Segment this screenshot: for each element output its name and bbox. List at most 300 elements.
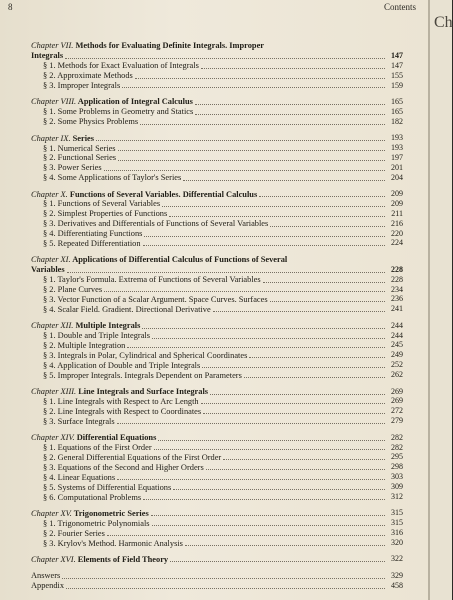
section-number: § 2. bbox=[43, 153, 56, 163]
section-number: § 4. bbox=[43, 229, 56, 239]
section-title: Computational Problems bbox=[57, 492, 142, 502]
section-number: § 1. bbox=[43, 518, 56, 528]
section-number: § 3. bbox=[43, 538, 56, 548]
dot-leader bbox=[203, 413, 385, 414]
page-ref: 211 bbox=[391, 208, 403, 218]
section-entry-text bbox=[43, 117, 138, 126]
dot-leader bbox=[202, 367, 385, 368]
section-entry[interactable] bbox=[31, 81, 403, 91]
page-ref: 193 bbox=[391, 133, 403, 143]
chapter-label: Chapter XIV. bbox=[31, 433, 75, 443]
section-title: Taylor's Formula. Extrema of Functions of Several Variables bbox=[57, 275, 261, 285]
section-number: § 3. bbox=[43, 219, 56, 229]
page-ref: 262 bbox=[391, 370, 403, 380]
section-title: Double and Triple Integrals bbox=[57, 331, 151, 341]
section-title: Repeated Differentiation bbox=[57, 239, 141, 249]
section-number: § 1. bbox=[43, 443, 56, 453]
dot-leader bbox=[195, 114, 385, 115]
chapter-heading-text bbox=[31, 190, 257, 199]
chapter-title: Trigonometric Series bbox=[73, 508, 149, 518]
toc-chapter bbox=[31, 133, 403, 182]
page-ref: 234 bbox=[391, 284, 403, 294]
section-entry-text bbox=[43, 407, 201, 416]
section-entry-text bbox=[43, 483, 171, 492]
toc-chapter bbox=[31, 321, 403, 380]
chapter-heading[interactable] bbox=[31, 133, 403, 143]
page-ref: 220 bbox=[391, 228, 403, 238]
back-matter-title: Answers bbox=[31, 571, 61, 581]
page-ref: 316 bbox=[391, 528, 403, 538]
section-title: Functional Series bbox=[57, 153, 117, 163]
section-number: § 1. bbox=[43, 331, 56, 341]
chapter-label: Chapter XII. bbox=[31, 321, 74, 331]
page-ref: 147 bbox=[391, 60, 403, 70]
chapter-title: Differential Equations bbox=[76, 433, 157, 443]
dot-leader bbox=[213, 311, 385, 312]
toc-chapter bbox=[31, 387, 403, 427]
section-title: Fourier Series bbox=[57, 528, 105, 538]
table-of-contents bbox=[31, 41, 403, 591]
section-number: § 2. bbox=[43, 341, 56, 351]
toc-chapter bbox=[31, 97, 403, 127]
section-title: Some Physics Problems bbox=[57, 117, 139, 127]
section-entry-text bbox=[43, 285, 102, 294]
chapter-title: Series bbox=[72, 133, 95, 143]
section-entry[interactable] bbox=[31, 492, 403, 502]
toc-chapter bbox=[31, 189, 403, 248]
section-title: Numerical Series bbox=[57, 143, 116, 153]
page-ref: 216 bbox=[391, 218, 403, 228]
chapter-heading-text bbox=[31, 321, 140, 330]
section-entry-text bbox=[43, 351, 247, 360]
chapter-title: Application of Integral Calculus bbox=[77, 97, 193, 107]
section-number: § 3. bbox=[43, 294, 56, 304]
section-entry[interactable] bbox=[31, 397, 403, 407]
back-matter-title: Appendix bbox=[31, 581, 65, 591]
section-entry[interactable] bbox=[31, 199, 403, 209]
section-entry-text bbox=[43, 229, 142, 238]
section-entry[interactable] bbox=[31, 462, 403, 472]
page-ref: 298 bbox=[391, 462, 403, 472]
section-entry-text bbox=[43, 209, 167, 218]
page-ref: 282 bbox=[391, 432, 403, 442]
chapter-heading[interactable] bbox=[31, 97, 403, 107]
section-title: Plane Curves bbox=[57, 285, 103, 295]
section-entry[interactable] bbox=[31, 528, 403, 538]
section-title: Methods for Exact Evaluation of Integrals bbox=[57, 61, 199, 71]
dot-leader bbox=[152, 525, 385, 526]
section-entry[interactable] bbox=[31, 61, 403, 71]
dot-leader bbox=[173, 489, 385, 490]
dot-leader bbox=[244, 377, 385, 378]
back-matter-entry[interactable] bbox=[31, 571, 403, 581]
section-entry-text bbox=[43, 473, 115, 482]
chapter-label: Chapter XVI. bbox=[31, 554, 76, 564]
page-ref: 252 bbox=[391, 360, 403, 370]
section-title: Surface Integrals bbox=[57, 416, 115, 426]
section-entry-text bbox=[43, 371, 242, 380]
chapter-heading-text bbox=[31, 433, 156, 442]
section-entry[interactable] bbox=[31, 294, 403, 304]
toc-chapter bbox=[31, 554, 403, 564]
dot-leader bbox=[201, 68, 385, 69]
dot-leader bbox=[270, 226, 385, 227]
page-ref: 320 bbox=[391, 538, 403, 548]
page-ref: 147 bbox=[391, 50, 403, 60]
section-entry[interactable] bbox=[31, 304, 403, 314]
section-entry-text bbox=[43, 144, 116, 153]
dot-leader bbox=[142, 328, 385, 329]
section-entry[interactable] bbox=[31, 229, 403, 239]
dot-leader bbox=[183, 180, 385, 181]
section-title: Some Applications of Taylor's Series bbox=[57, 173, 182, 183]
section-number: § 2. bbox=[43, 285, 56, 295]
section-title: Krylov's Method. Harmonic Analysis bbox=[57, 538, 183, 548]
section-number: § 4. bbox=[43, 360, 56, 370]
chapter-heading-text bbox=[31, 387, 208, 396]
section-entry[interactable] bbox=[31, 370, 403, 380]
section-title: General Differential Equations of the First Order bbox=[57, 452, 222, 462]
section-title: Linear Equations bbox=[57, 472, 116, 482]
dot-leader bbox=[144, 236, 385, 237]
page-ref: 269 bbox=[391, 386, 403, 396]
section-number: § 4. bbox=[43, 472, 56, 482]
section-entry-text bbox=[43, 417, 115, 426]
page-ref: 209 bbox=[391, 189, 403, 199]
section-entry[interactable] bbox=[31, 209, 403, 219]
chapter-title: Multiple Integrals bbox=[75, 321, 141, 331]
section-entry[interactable] bbox=[31, 153, 403, 163]
dot-leader bbox=[185, 545, 385, 546]
section-entry[interactable] bbox=[31, 285, 403, 295]
section-entry-text bbox=[43, 539, 183, 548]
section-entry-text bbox=[43, 529, 105, 538]
section-entry-text bbox=[43, 81, 120, 90]
section-entry[interactable] bbox=[31, 350, 403, 360]
dot-leader bbox=[117, 423, 385, 424]
section-entry[interactable] bbox=[31, 443, 403, 453]
dot-leader bbox=[65, 58, 385, 59]
section-entry-text bbox=[43, 239, 141, 248]
page-ref: 315 bbox=[391, 508, 403, 518]
section-entry[interactable] bbox=[31, 406, 403, 416]
page-ref: 322 bbox=[391, 554, 403, 564]
dot-leader bbox=[206, 469, 385, 470]
page-ref: 155 bbox=[391, 70, 403, 80]
section-entry-text bbox=[43, 397, 199, 406]
section-number: § 3. bbox=[43, 81, 56, 91]
page-header bbox=[8, 2, 416, 18]
dot-leader bbox=[67, 272, 385, 273]
dot-leader bbox=[135, 78, 385, 79]
section-entry-text bbox=[43, 295, 268, 304]
toc-chapter bbox=[31, 41, 403, 90]
page-ref: 228 bbox=[391, 264, 403, 274]
section-entry[interactable] bbox=[31, 163, 403, 173]
dot-leader bbox=[66, 588, 385, 589]
section-title: Some Problems in Geometry and Statics bbox=[57, 107, 194, 117]
chapter-heading-text bbox=[31, 134, 94, 143]
page-ref: 312 bbox=[391, 491, 403, 501]
dot-leader bbox=[263, 282, 385, 283]
chapter-heading[interactable] bbox=[31, 189, 403, 199]
dot-leader bbox=[169, 216, 385, 217]
section-title: Power Series bbox=[57, 163, 102, 173]
section-number: § 3. bbox=[43, 462, 56, 472]
back-matter-entry-text bbox=[31, 571, 60, 580]
section-title: Equations of the First Order bbox=[57, 443, 152, 453]
section-entry-text bbox=[43, 107, 193, 116]
section-entry-text bbox=[43, 443, 152, 452]
section-title: Derivatives and Differentials of Functions of Several Variables bbox=[57, 219, 269, 229]
section-entry-text bbox=[43, 305, 211, 314]
page-ref: 228 bbox=[391, 274, 403, 284]
section-number: § 5. bbox=[43, 239, 56, 249]
dot-leader bbox=[107, 535, 385, 536]
page-ref: 224 bbox=[391, 238, 403, 248]
dot-leader bbox=[223, 459, 385, 460]
page-ref: 197 bbox=[391, 152, 403, 162]
section-title: Multiple Integration bbox=[57, 341, 126, 351]
dot-leader bbox=[127, 347, 385, 348]
chapter-title-continued[interactable] bbox=[31, 265, 403, 275]
chapter-label: Chapter XI. bbox=[31, 254, 71, 264]
section-entry[interactable] bbox=[31, 331, 403, 341]
dot-leader bbox=[154, 449, 385, 450]
dot-leader bbox=[151, 515, 385, 516]
dot-leader bbox=[104, 170, 385, 171]
section-entry-text bbox=[43, 71, 133, 80]
section-entry[interactable] bbox=[31, 518, 403, 528]
page-number: 8 bbox=[8, 2, 13, 12]
section-title: Functions of Several Variables bbox=[57, 199, 161, 209]
chapter-heading-text bbox=[31, 97, 193, 106]
page-ref: 193 bbox=[391, 142, 403, 152]
dot-leader bbox=[259, 196, 385, 197]
chapter-label: Chapter VIII. bbox=[31, 97, 77, 107]
section-entry[interactable] bbox=[31, 482, 403, 492]
section-entry-text bbox=[43, 331, 150, 340]
section-entry[interactable] bbox=[31, 107, 403, 117]
page-ref: 458 bbox=[391, 580, 403, 590]
page-ref: 279 bbox=[391, 416, 403, 426]
section-number: § 1. bbox=[43, 275, 56, 285]
chapter-title-continued-text bbox=[31, 265, 65, 274]
chapter-label: Chapter IX. bbox=[31, 133, 71, 143]
chapter-title-line[interactable] bbox=[31, 255, 403, 265]
section-entry[interactable] bbox=[31, 117, 403, 127]
toc-chapter bbox=[31, 508, 403, 548]
section-title: Line Integrals with Respect to Coordinates bbox=[57, 406, 202, 416]
section-number: § 4. bbox=[43, 304, 56, 314]
chapter-title: Applications of Differential Calculus of Functions of Several bbox=[72, 254, 288, 264]
facing-page-text: Ch bbox=[434, 14, 453, 31]
section-entry-text bbox=[43, 199, 160, 208]
section-entry-text bbox=[43, 153, 116, 162]
page-ref: 236 bbox=[391, 294, 403, 304]
back-matter-entry[interactable] bbox=[31, 581, 403, 591]
running-title: Contents bbox=[383, 2, 416, 12]
section-number: § 3. bbox=[43, 350, 56, 360]
dot-leader bbox=[140, 124, 385, 125]
page-ref: 165 bbox=[391, 106, 403, 116]
section-entry[interactable] bbox=[31, 472, 403, 482]
section-title: Line Integrals with Respect to Arc Length bbox=[57, 396, 199, 406]
section-number: § 3. bbox=[43, 163, 56, 173]
chapter-title-line[interactable] bbox=[31, 41, 403, 51]
chapter-title-continued[interactable] bbox=[31, 51, 403, 61]
section-title: Approximate Methods bbox=[57, 71, 133, 81]
chapter-heading[interactable] bbox=[31, 321, 403, 331]
chapter-heading[interactable] bbox=[31, 387, 403, 397]
chapter-heading[interactable] bbox=[31, 433, 403, 443]
section-number: § 2. bbox=[43, 452, 56, 462]
dot-leader bbox=[143, 499, 385, 500]
section-entry[interactable] bbox=[31, 219, 403, 229]
page-ref: 201 bbox=[391, 162, 403, 172]
section-number: § 1. bbox=[43, 143, 56, 153]
section-entry-text bbox=[43, 341, 125, 350]
section-title: Simplest Properties of Functions bbox=[57, 209, 168, 219]
page-ref: 329 bbox=[391, 570, 403, 580]
section-number: § 2. bbox=[43, 209, 56, 219]
dot-leader bbox=[270, 301, 385, 302]
section-entry-text bbox=[43, 173, 181, 182]
page-ref: 244 bbox=[391, 330, 403, 340]
section-title: Differentiating Functions bbox=[57, 229, 143, 239]
section-number: § 1. bbox=[43, 61, 56, 71]
section-number: § 5. bbox=[43, 482, 56, 492]
dot-leader bbox=[152, 338, 385, 339]
section-title: Vector Function of a Scalar Argument. Space Curves. Surfaces bbox=[57, 294, 268, 304]
facing-page-edge bbox=[428, 0, 452, 600]
section-entry[interactable] bbox=[31, 341, 403, 351]
chapter-title-continued-text bbox=[31, 51, 63, 60]
page-ref: 182 bbox=[391, 116, 403, 126]
page-ref: 309 bbox=[391, 482, 403, 492]
dot-leader bbox=[210, 394, 385, 395]
section-number: § 3. bbox=[43, 416, 56, 426]
section-entry-text bbox=[43, 219, 268, 228]
section-entry[interactable] bbox=[31, 416, 403, 426]
page-ref: 282 bbox=[391, 442, 403, 452]
toc-chapter bbox=[31, 433, 403, 502]
page-ref: 165 bbox=[391, 96, 403, 106]
section-number: § 2. bbox=[43, 117, 56, 127]
toc-chapter bbox=[31, 255, 403, 314]
page-ref: 249 bbox=[391, 350, 403, 360]
section-number: § 1. bbox=[43, 396, 56, 406]
chapter-title: Line Integrals and Surface Integrals bbox=[78, 387, 209, 397]
back-matter-entry-text bbox=[31, 581, 64, 590]
section-title: Integrals in Polar, Cylindrical and Spherical Coordinates bbox=[57, 350, 248, 360]
chapter-label: Chapter X. bbox=[31, 189, 68, 199]
dot-leader bbox=[170, 561, 385, 562]
dot-leader bbox=[117, 479, 385, 480]
section-entry-text bbox=[43, 493, 141, 502]
section-number: § 6. bbox=[43, 492, 56, 502]
page-ref: 295 bbox=[391, 452, 403, 462]
section-entry[interactable] bbox=[31, 360, 403, 370]
page-ref: 209 bbox=[391, 198, 403, 208]
chapter-title-cont: Variables bbox=[31, 265, 65, 275]
section-entry-text bbox=[43, 453, 221, 462]
chapter-heading-text bbox=[31, 555, 168, 564]
chapter-title-cont: Integrals bbox=[31, 51, 64, 61]
chapter-heading[interactable] bbox=[31, 554, 403, 564]
chapter-label: Chapter XIII. bbox=[31, 387, 77, 397]
section-entry-text bbox=[43, 361, 200, 370]
dot-leader bbox=[62, 578, 385, 579]
chapter-heading[interactable] bbox=[31, 508, 403, 518]
section-number: § 2. bbox=[43, 71, 56, 81]
dot-leader bbox=[104, 291, 385, 292]
section-entry[interactable] bbox=[31, 173, 403, 183]
chapter-title: Elements of Field Theory bbox=[77, 554, 169, 564]
section-title: Scalar Field. Gradient. Directional Derivative bbox=[57, 304, 211, 314]
section-entry[interactable] bbox=[31, 452, 403, 462]
section-entry[interactable] bbox=[31, 275, 403, 285]
chapter-label: Chapter VII. bbox=[31, 41, 74, 50]
section-entry[interactable] bbox=[31, 143, 403, 153]
dot-leader bbox=[96, 140, 385, 141]
page-ref: 303 bbox=[391, 472, 403, 482]
dot-leader bbox=[118, 150, 385, 151]
section-number: § 1. bbox=[43, 199, 56, 209]
dot-leader bbox=[118, 160, 385, 161]
section-title: Application of Double and Triple Integrals bbox=[57, 360, 201, 370]
section-title: Improper Integrals. Integrals Dependent on Parameters bbox=[57, 370, 242, 380]
dot-leader bbox=[143, 245, 385, 246]
section-title: Trigonometric Polynomials bbox=[57, 518, 150, 528]
section-entry-text bbox=[43, 61, 199, 70]
dot-leader bbox=[195, 104, 385, 105]
dot-leader bbox=[122, 87, 385, 88]
section-number: § 4. bbox=[43, 173, 56, 183]
section-number: § 2. bbox=[43, 406, 56, 416]
section-title: Equations of the Second and Higher Orders bbox=[57, 462, 204, 472]
section-entry-text bbox=[43, 463, 204, 472]
section-title: Systems of Differential Equations bbox=[57, 482, 172, 492]
section-number: § 2. bbox=[43, 528, 56, 538]
section-entry-text bbox=[43, 275, 261, 284]
page-ref: 272 bbox=[391, 406, 403, 416]
page-ref: 315 bbox=[391, 518, 403, 528]
section-title: Improper Integrals bbox=[57, 81, 121, 91]
page-ref: 244 bbox=[391, 320, 403, 330]
page-ref: 204 bbox=[391, 172, 403, 182]
page-ref: 241 bbox=[391, 304, 403, 314]
chapter-title: Functions of Several Variables. Differential Calculus bbox=[69, 189, 258, 199]
section-entry[interactable] bbox=[31, 71, 403, 81]
dot-leader bbox=[158, 440, 385, 441]
dot-leader bbox=[249, 357, 385, 358]
section-number: § 5. bbox=[43, 370, 56, 380]
page-ref: 269 bbox=[391, 396, 403, 406]
dot-leader bbox=[162, 206, 385, 207]
section-entry-text bbox=[43, 519, 150, 528]
chapter-label: Chapter XV. bbox=[31, 508, 72, 518]
chapter-title: Methods for Evaluating Definite Integrals. Improper bbox=[75, 41, 265, 50]
dot-leader bbox=[201, 403, 385, 404]
section-number: § 1. bbox=[43, 107, 56, 117]
page-ref: 159 bbox=[391, 80, 403, 90]
section-entry-text bbox=[43, 163, 102, 172]
section-entry[interactable] bbox=[31, 239, 403, 249]
section-entry[interactable] bbox=[31, 538, 403, 548]
chapter-heading-text bbox=[31, 509, 149, 518]
page-ref: 245 bbox=[391, 340, 403, 350]
